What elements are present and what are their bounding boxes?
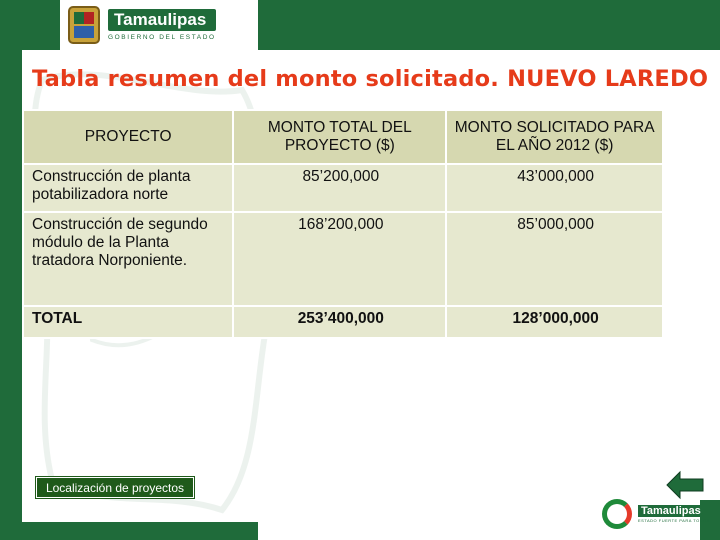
frame-band-left bbox=[0, 0, 22, 540]
header-logo-subtitle: GOBIERNO DEL ESTADO bbox=[108, 34, 216, 41]
cell-project: Construcción de segundo módulo de la Planta tratadora Norponiente. bbox=[23, 212, 233, 306]
table-total-row bbox=[23, 306, 663, 338]
table-row bbox=[23, 212, 663, 306]
frame-band-bottom bbox=[0, 522, 258, 540]
footer-swirl-icon bbox=[602, 499, 632, 529]
state-seal-icon bbox=[68, 6, 100, 44]
cell-requested-amount: 85’000,000 bbox=[446, 212, 663, 306]
cell-project: Construcción de planta potabilizadora norte bbox=[23, 164, 233, 212]
footer-logo bbox=[602, 498, 712, 530]
header-logo-title: Tamaulipas bbox=[108, 9, 216, 31]
cell-total-label: TOTAL bbox=[23, 306, 233, 338]
footer-logo-subtitle: ESTADO FUERTE PARA TODOS bbox=[638, 518, 710, 523]
frame-band-top-right bbox=[258, 0, 720, 50]
table-header-row bbox=[23, 110, 663, 164]
page-title: Tabla resumen del monto solicitado. NUEVO LAREDO bbox=[32, 66, 709, 92]
header-total-amount: MONTO TOTAL DEL PROYECTO ($) bbox=[233, 110, 446, 164]
header-logo bbox=[60, 0, 258, 50]
project-location-button[interactable]: Localización de proyectos bbox=[36, 477, 194, 498]
cell-requested-amount: 43’000,000 bbox=[446, 164, 663, 212]
back-arrow-icon[interactable] bbox=[666, 470, 704, 500]
header-project: PROYECTO bbox=[23, 110, 233, 164]
cell-total-amount: 168’200,000 bbox=[233, 212, 446, 306]
cell-total-amount: 85’200,000 bbox=[233, 164, 446, 212]
summary-table bbox=[22, 109, 664, 339]
cell-requested-amount-sum: 128’000,000 bbox=[446, 306, 663, 338]
footer-logo-title: Tamaulipas bbox=[638, 505, 710, 517]
header-requested-amount: MONTO SOLICITADO PARA EL AÑO 2012 ($) bbox=[446, 110, 663, 164]
table-row bbox=[23, 164, 663, 212]
cell-total-amount-sum: 253’400,000 bbox=[233, 306, 446, 338]
